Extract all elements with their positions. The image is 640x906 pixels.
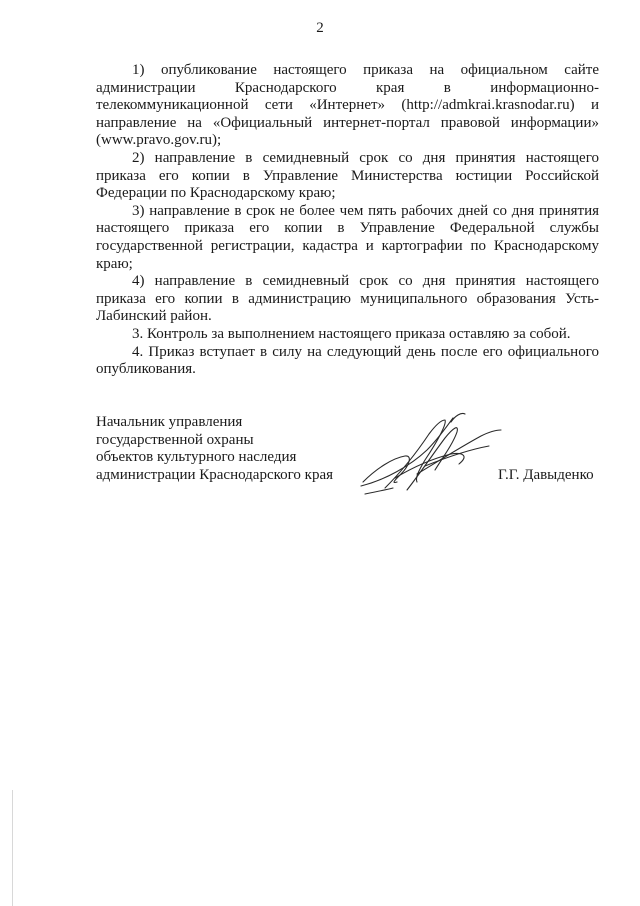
signer-position-line: Начальник управления [96,414,243,430]
paragraph-municipality-copy: 4) направление в семидневный срок со дня принятия настоящего приказа его копии в администрацию муниципального образования Усть-Лабинский район. [96,273,599,325]
scan-margin-line [12,790,13,906]
signer-position-line: администрации Краснодарского края [96,466,334,483]
handwritten-signature [355,408,505,498]
signer-position-line: объектов культурного наследия [96,449,297,466]
paragraph-ministry-copy: 2) направление в семидневный срок со дня принятия настоящего приказа его копии в Управление Министерства юстиции Российской Федерации по Краснодарскому краю; [96,149,599,202]
document-body [96,62,599,379]
signer-position [96,414,333,484]
page-number: 2 [316,20,324,36]
signer-name: Г.Г. Давыденко [498,467,594,483]
paragraph-publication: 1) опубликование настоящего приказа на официальном сайте администрации Краснодарского края в информационно-телекоммуникационной сети «Интернет» (http://admkrai.krasnodar.ru) и направление на «Официальный интернет-портал правовой информации» (www.pravo.gov.ru); [96,62,599,149]
paragraph-control: 3. Контроль за выполнением настоящего приказа оставляю за собой. [132,325,571,342]
paragraph-rosreestr-copy: 3) направление в срок не более чем пять рабочих дней со дня принятия настоящего приказа его копии в Управление Федеральной службы государственной регистрации, кадастра и картографии по Краснодарскому краю; [96,202,599,272]
paragraph-entry-into-force: 4. Приказ вступает в силу на следующий день после его официального опубликования. [96,343,599,378]
signer-position-line: государственной охраны [96,431,254,448]
